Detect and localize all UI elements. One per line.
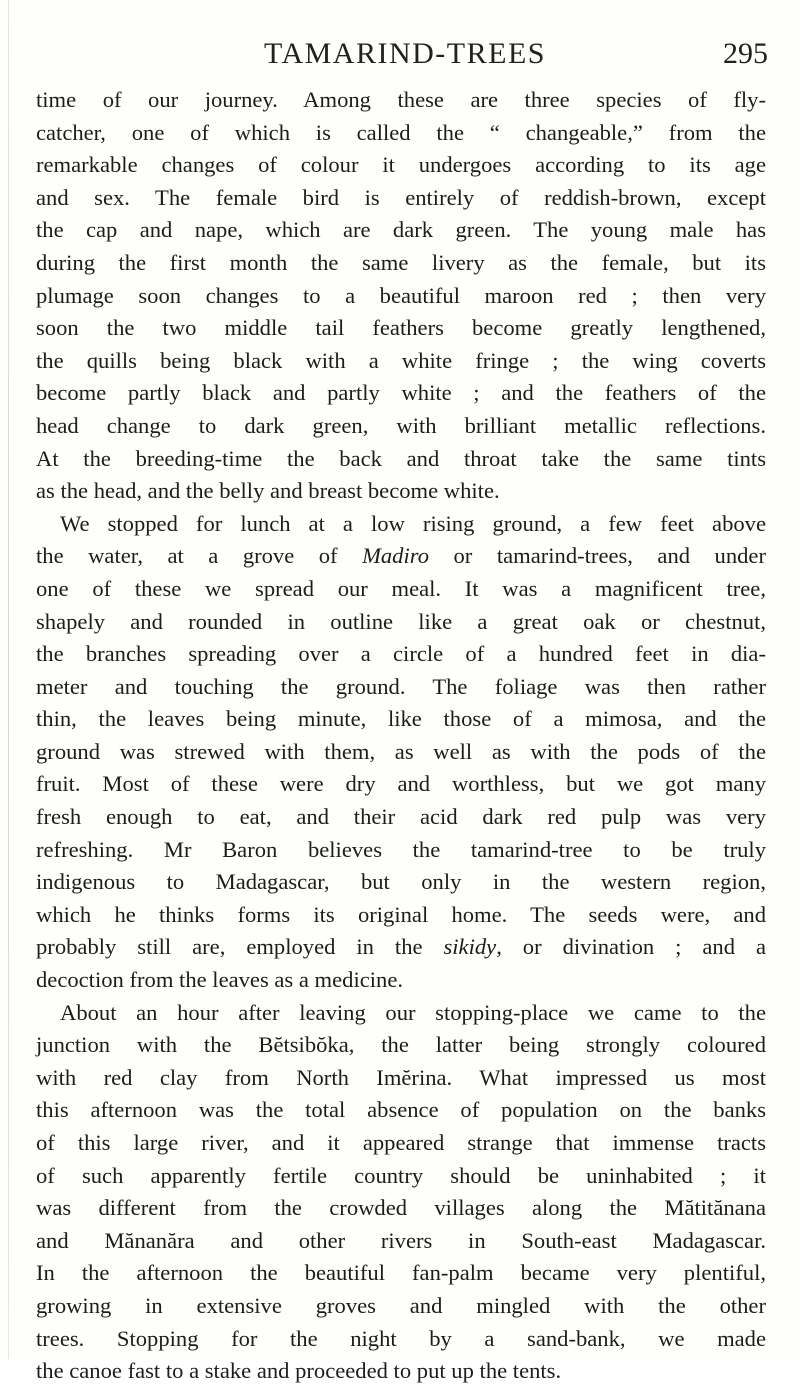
text-line: shapely and rounded in outline like a great oak or chestnut,: [36, 608, 766, 634]
text-line: ground was strewed with them, as well as with the pods of the: [36, 738, 766, 764]
text-line: [36, 540, 766, 573]
text-line: catcher, one of which is called the “ changeable,” from the: [36, 119, 766, 145]
text-fragment: or tamarind-trees, and under: [429, 543, 766, 569]
text-line: At the breeding-time the back and throat take the same tints: [36, 445, 766, 471]
text-line: and Mănanăra and other rivers in South-east Madagascar.: [36, 1227, 766, 1253]
text-line: fresh enough to eat, and their acid dark red pulp was very: [36, 804, 766, 830]
text-line: refreshing. Mr Baron believes the tamarind-tree to be truly: [36, 836, 766, 862]
text-line: plumage soon changes to a beautiful maroon red ; then very: [36, 282, 766, 308]
text-line: junction with the Bĕtsibŏka, the latter being strongly coloured: [36, 1032, 766, 1058]
text-line: [36, 931, 766, 964]
text-line: head change to dark green, with brilliant metallic reflections.: [36, 412, 766, 438]
text-line: the branches spreading over a circle of a hundred feet in dia-: [36, 641, 766, 667]
text-line: of such apparently fertile country should be uninhabited ; it: [36, 1162, 766, 1188]
text-line: this afternoon was the total absence of population on the banks: [36, 1097, 766, 1123]
text-line: soon the two middle tail feathers become greatly lengthened,: [36, 315, 766, 341]
text-line: and sex. The female bird is entirely of reddish-brown, except: [36, 184, 766, 210]
text-line: fruit. Most of these were dry and worthless, but we got many: [36, 771, 766, 797]
text-line: trees. Stopping for the night by a sand-bank, we made: [36, 1325, 766, 1351]
text-line: remarkable changes of colour it undergoes according to its age: [36, 152, 766, 178]
text-line: About an hour after leaving our stopping-place we came to the: [60, 999, 766, 1025]
text-line: indigenous to Madagascar, but only in the western region,: [36, 869, 766, 895]
text-fragment: the water, at a grove of: [36, 543, 363, 569]
text-line: In the afternoon the beautiful fan-palm became very plentiful,: [36, 1260, 766, 1286]
text-line: time of our journey. Among these are three species of fly-: [36, 87, 766, 112]
text-line: meter and touching the ground. The foliage was then rather: [36, 673, 766, 699]
text-line: during the first month the same livery as the female, but its: [36, 249, 766, 275]
body-text: [36, 84, 766, 1388]
text-line: the canoe fast to a stake and proceeded to put up the tents.: [36, 1358, 562, 1384]
text-line: with red clay from North Imĕrina. What impressed us most: [36, 1064, 766, 1090]
page-number: 295: [723, 37, 768, 70]
chapter-running-title: TAMARIND-TREES: [264, 37, 546, 70]
paragraph-2: [36, 508, 766, 997]
text-line: the cap and nape, which are dark green. The young male has: [36, 217, 766, 243]
running-head: [36, 34, 774, 74]
paragraph-3: [36, 997, 766, 1388]
text-line: thin, the leaves being minute, like those of a mimosa, and the: [36, 706, 766, 732]
text-line: was different from the crowded villages along the Mătitănana: [36, 1195, 766, 1221]
text-fragment: , or divination ; and a: [496, 934, 767, 960]
italic-term-madiro: Madiro: [362, 543, 430, 569]
text-line: one of these we spread our meal. It was a magnificent tree,: [36, 575, 766, 601]
text-line: of this large river, and it appeared strange that immense tracts: [36, 1130, 766, 1155]
page-gutter-shadow: [8, 0, 9, 1359]
text-line: which he thinks forms its original home. The seeds were, and: [36, 901, 766, 927]
text-line: the quills being black with a white fringe ; the wing coverts: [36, 347, 766, 373]
paragraph-1: [36, 84, 766, 508]
text-line: as the head, and the belly and breast become white.: [36, 478, 500, 504]
text-line: decoction from the leaves as a medicine.: [36, 967, 403, 993]
text-fragment: probably still are, employed in the: [36, 934, 444, 960]
text-line: growing in extensive groves and mingled with the other: [36, 1292, 766, 1318]
text-line: become partly black and partly white ; and the feathers of the: [36, 380, 766, 406]
text-line: We stopped for lunch at a low rising ground, a few feet above: [60, 510, 766, 536]
italic-term-sikidy: sikidy: [443, 934, 497, 960]
